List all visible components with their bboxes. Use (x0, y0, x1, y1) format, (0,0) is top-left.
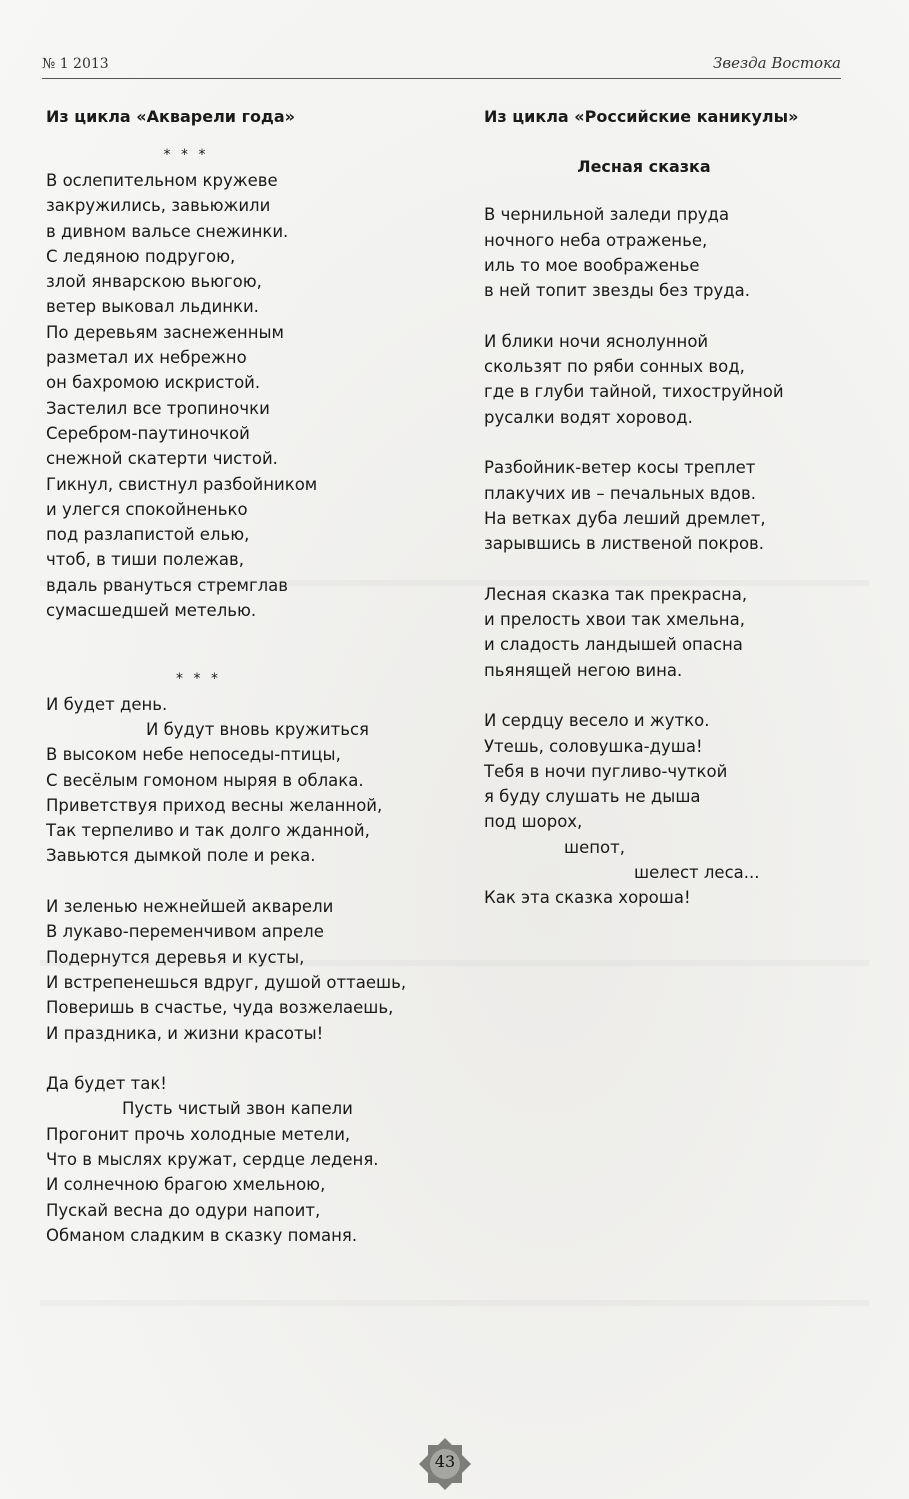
poem-line: вдаль рвануться стремглав (46, 575, 289, 595)
poem-line: Разбойник-ветер косы треплет (484, 458, 756, 478)
poem-line: Пускай весна до одури напоит, (46, 1200, 321, 1220)
poem1-stars: * * * (163, 147, 209, 163)
poem-line: И праздника, и жизни красоты! (46, 1023, 324, 1043)
poem-line: И встрепенешься вдруг, душой оттаешь, (46, 972, 407, 992)
poem-line: В лукаво-переменчивом апреле (46, 922, 324, 942)
poem-line: ветер выковал льдинки. (46, 297, 259, 317)
poem-line: чтоб, в тиши полежав, (46, 550, 245, 570)
page-header (42, 52, 841, 79)
journal-title: Звезда Востока (713, 54, 841, 72)
page-number: 43 (434, 1452, 456, 1471)
poem2 (46, 692, 446, 1249)
poem-line: И будут вновь кружиться (146, 719, 369, 739)
issue-number: № 1 2013 (42, 56, 109, 72)
poem-line: пьянящей негою вина. (484, 660, 683, 680)
poem-line: Подернутся деревья и кусты, (46, 947, 305, 967)
bleed-through (40, 960, 869, 966)
poem-line: зарывшись в лиственой покров. (484, 534, 765, 554)
bleed-through (40, 580, 869, 586)
poem-line: С ледяною подругою, (46, 246, 236, 266)
poem-line: Так терпеливо и так долго жданной, (46, 821, 370, 841)
poem1 (46, 168, 446, 623)
poem-line: где в глуби тайной, тихоструйной (484, 382, 784, 402)
poem-line: и сладость ландышей опасна (484, 635, 743, 655)
poem-line: я буду слушать не дыша (484, 787, 701, 807)
poem-line: На ветках дуба леший дремлет, (484, 508, 766, 528)
poem2-stars: * * * (176, 670, 221, 687)
right-column (484, 104, 844, 911)
poem-line: С весёлым гомоном ныряя в облака. (46, 770, 364, 790)
poem-line: Как эта сказка хороша! (484, 888, 691, 908)
right-cycle-title: Из цикла «Российские каникулы» (484, 107, 799, 126)
poem-line: И блики ночи яснолунной (484, 331, 709, 351)
poem-line: ночного неба отраженье, (484, 230, 708, 250)
poem-line: разметал их небрежно (46, 348, 247, 368)
poem-forest-tale (484, 202, 844, 910)
poem-line: Тебя в ночи пугливо-чуткой (484, 761, 728, 781)
poem-line: и улегся спокойненько (46, 499, 248, 519)
poem-line: закружились, завьюжили (46, 196, 271, 216)
poem-line: В высоком небе непоседы-птицы, (46, 745, 341, 765)
poem-line: под шорох, (484, 812, 583, 832)
poem-line: И солнечною брагою хмельною, (46, 1175, 326, 1195)
poem-line: Гикнул, свистнул разбойником (46, 474, 318, 494)
poem-line: скользят по ряби сонных вод, (484, 357, 745, 377)
poem-title: Лесная сказка (577, 157, 711, 176)
poem-line: шелест леса... (634, 863, 760, 883)
poem-line: Приветствуя приход весны желанной, (46, 795, 383, 815)
poem-line: Застелил все тропиночки (46, 398, 270, 418)
poem-line: В ослепительном кружеве (46, 171, 278, 190)
poem-line: Серебром-паутиночкой (46, 423, 250, 443)
poem-line: шепот, (564, 837, 625, 857)
poem-line: Поверишь в счастье, чуда возжелаешь, (46, 998, 394, 1018)
poem-line: И будет день. (46, 694, 168, 714)
poem-line: Что в мыслях кружат, сердце леденя. (46, 1149, 379, 1169)
poem-line: под разлапистой елью, (46, 525, 250, 545)
poem-line: Завьются дымкой поле и река. (46, 846, 316, 866)
poem-line: иль то мое воображенье (484, 255, 700, 275)
poem-line: Да будет так! (46, 1074, 167, 1094)
poem-line: в ней топит звезды без труда. (484, 281, 751, 301)
poem-line: Прогонит прочь холодные метели, (46, 1124, 351, 1144)
poem-line: Обманом сладким в сказку поманя. (46, 1225, 358, 1245)
poem-line: злой январскою вьюгою, (46, 272, 262, 292)
poem-line: Пусть чистый звон капели (122, 1099, 353, 1119)
page-number-badge (418, 1437, 472, 1491)
bleed-through (40, 1300, 869, 1306)
poem-line: В чернильной заледи пруда (484, 205, 730, 225)
poem-line: и прелость хвои так хмельна, (484, 610, 745, 630)
poem-line: плакучих ив – печальных вдов. (484, 483, 756, 503)
poem-line: По деревьям заснеженным (46, 322, 284, 342)
poem-line: в дивном вальсе снежинки. (46, 221, 289, 241)
poem-line: снежной скатерти чистой. (46, 449, 278, 469)
poem-line: И сердцу весело и жутко. (484, 711, 710, 731)
poem-line: Лесная сказка так прекрасна, (484, 584, 748, 604)
poem-line: русалки водят хоровод. (484, 407, 693, 427)
poem-line: И зеленью нежнейшей акварели (46, 897, 334, 917)
left-cycle-title: Из цикла «Акварели года» (46, 107, 295, 126)
poem-line: он бахромою искристой. (46, 373, 261, 393)
left-column (46, 104, 446, 1248)
poem-line: сумасшедшей метелью. (46, 601, 257, 621)
poem-line: Утешь, соловушка-душа! (484, 736, 703, 756)
